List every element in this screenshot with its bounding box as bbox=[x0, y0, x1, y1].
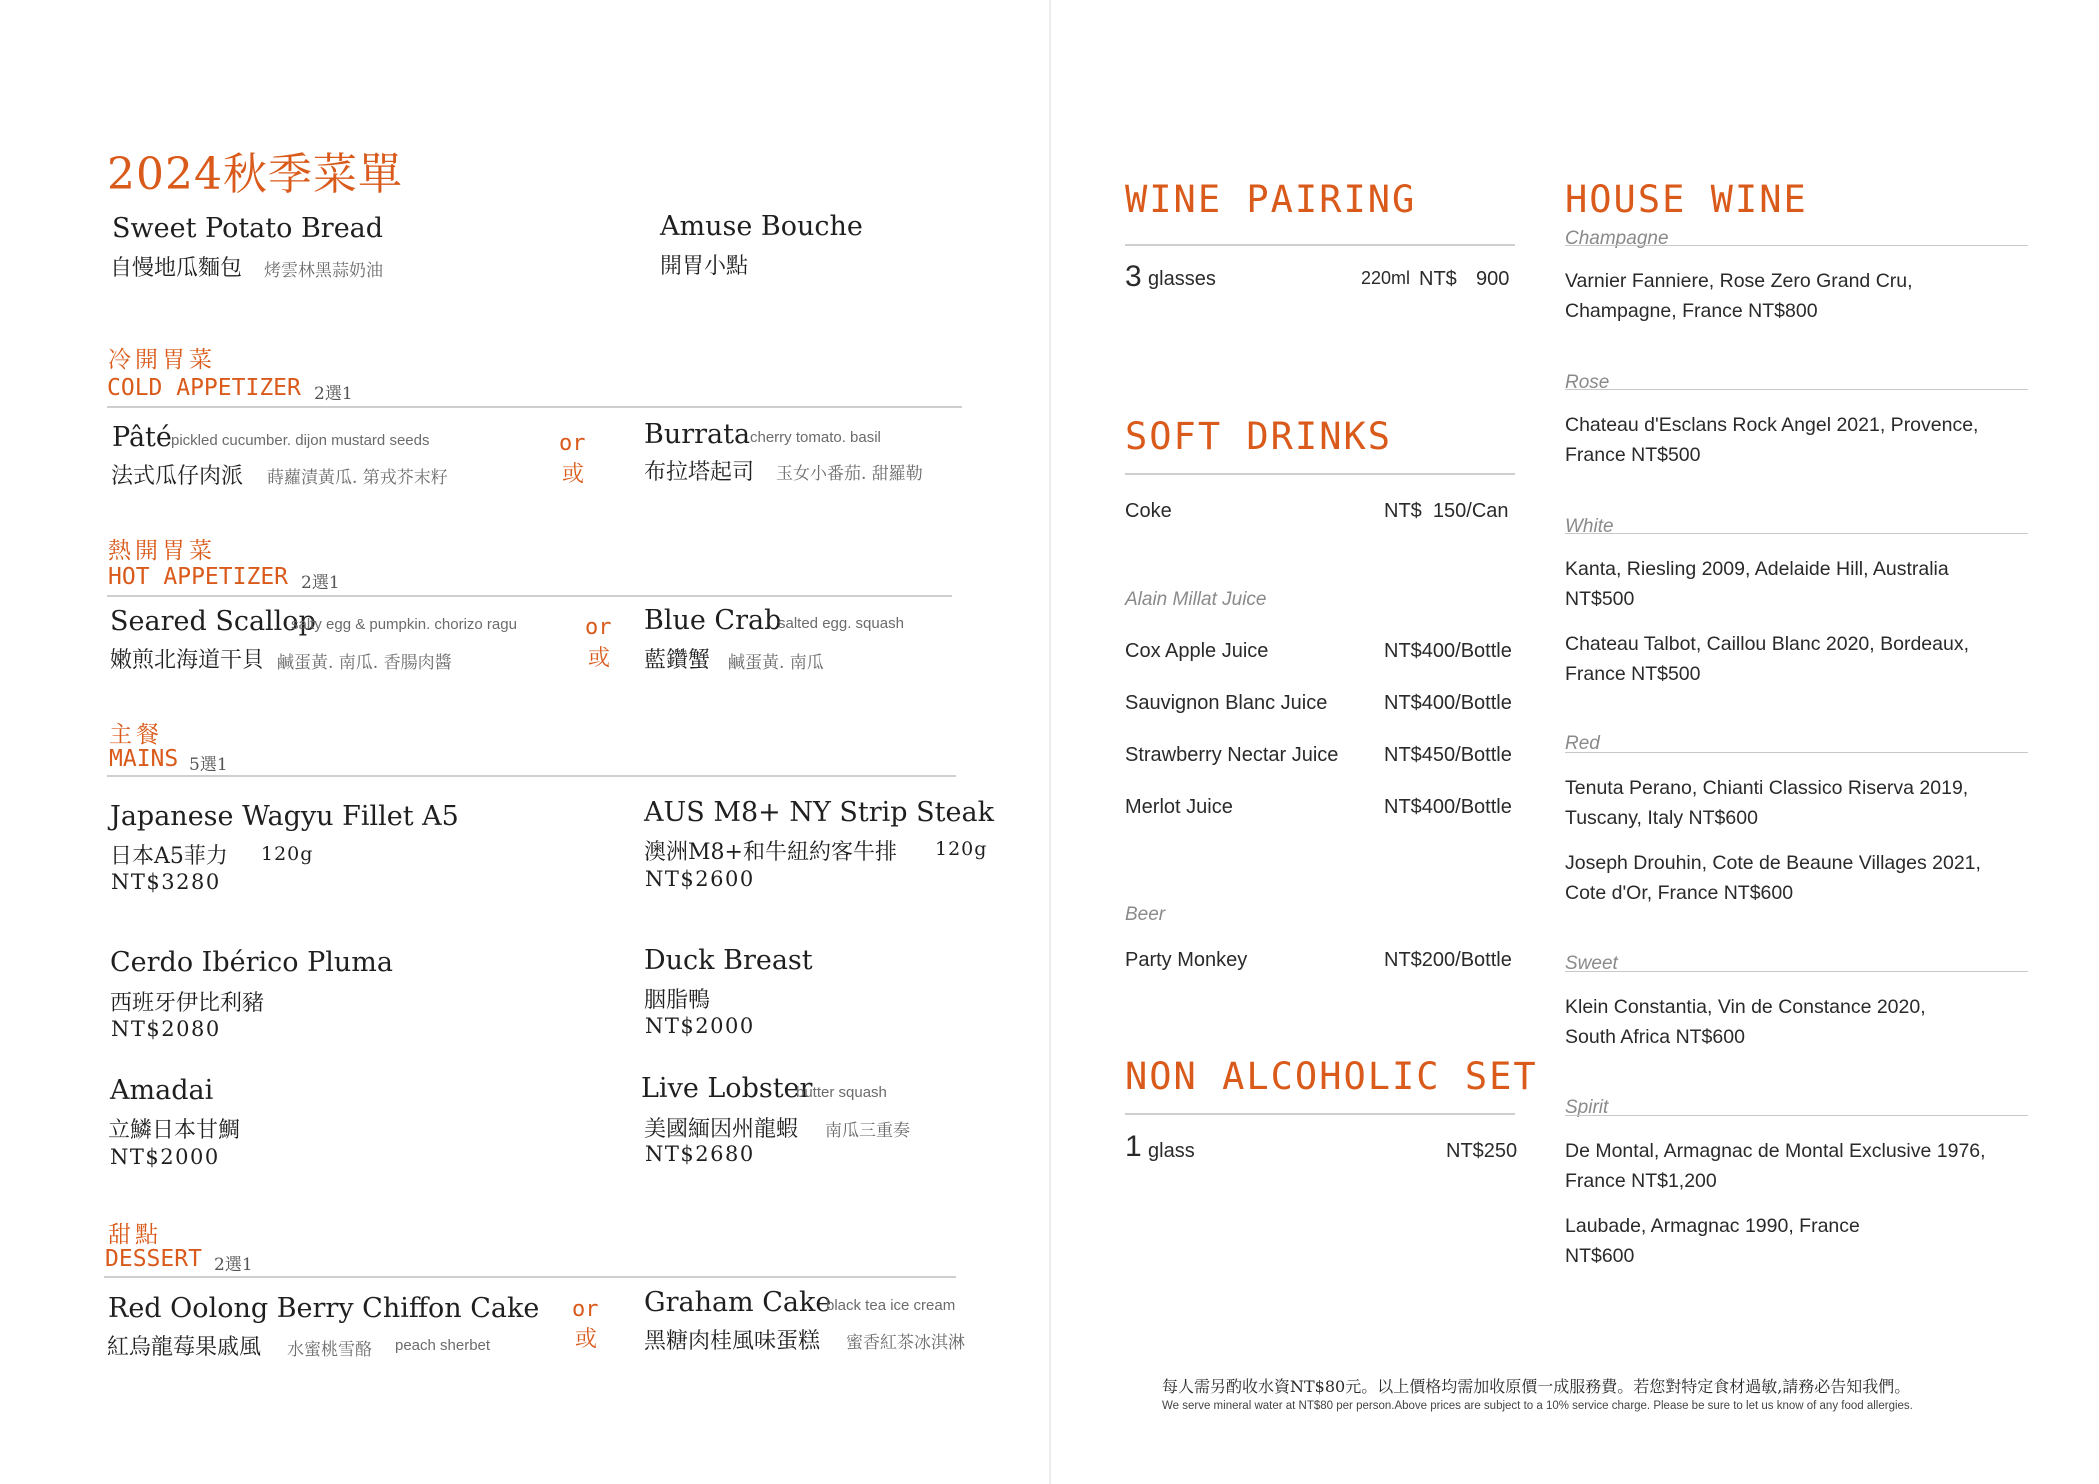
dessert-section-zh: 甜點 bbox=[108, 1222, 162, 1248]
dessert-or-en: or bbox=[572, 1297, 599, 1322]
spirit-wine-2-line-1: Laubade, Armagnac 1990, France bbox=[1565, 1215, 1860, 1237]
soft-drinks-divider bbox=[1125, 473, 1515, 475]
white-wine-1-line-1: Kanta, Riesling 2009, Adelaide Hill, Australia bbox=[1565, 558, 1949, 580]
non-alcoholic-count: 1 bbox=[1125, 1130, 1142, 1163]
rose-category: Rose bbox=[1565, 372, 1610, 393]
graham-name-zh: 黑糖肉桂風味蛋糕 bbox=[644, 1329, 821, 1354]
wine-pairing-heading: WINE PAIRING bbox=[1125, 178, 1417, 221]
duck-name-zh: 胭脂鴨 bbox=[644, 988, 711, 1013]
burrata-name-zh: 布拉塔起司 bbox=[644, 460, 755, 485]
juice-name-3: Strawberry Nectar Juice bbox=[1125, 744, 1339, 766]
chiffon-note-zh: 水蜜桃雪酪 bbox=[287, 1340, 372, 1360]
champagne-wine-line-1: Varnier Fanniere, Rose Zero Grand Cru, bbox=[1565, 270, 1913, 292]
white-wine-2-line-2: France NT$500 bbox=[1565, 663, 1701, 685]
spirit-category: Spirit bbox=[1565, 1097, 1609, 1118]
amuse-name-en: Amuse Bouche bbox=[660, 211, 863, 242]
chiffon-name-zh: 紅烏龍莓果戚風 bbox=[107, 1335, 262, 1360]
juice-price-4: NT$400/Bottle bbox=[1384, 796, 1512, 818]
spirit-wine-2-line-2: NT$600 bbox=[1565, 1245, 1635, 1267]
non-alcoholic-price: NT$250 bbox=[1446, 1140, 1518, 1162]
champagne-category: Champagne bbox=[1565, 228, 1669, 249]
juice-price-1: NT$400/Bottle bbox=[1384, 640, 1512, 662]
sweet-wine-line-1: Klein Constantia, Vin de Constance 2020, bbox=[1565, 996, 1926, 1018]
mains-divider bbox=[107, 775, 956, 777]
wagyu-name-zh: 日本A5菲力 bbox=[110, 844, 228, 869]
spirit-wine-1-line-1: De Montal, Armagnac de Montal Exclusive 1976, bbox=[1565, 1140, 1986, 1162]
strip-name-zh: 澳洲M8+和牛紐約客牛排 bbox=[644, 840, 897, 865]
chiffon-name-en: Red Oolong Berry Chiffon Cake bbox=[108, 1293, 540, 1324]
hot-section-count: 2選1 bbox=[301, 573, 340, 593]
juice-name-1: Cox Apple Juice bbox=[1125, 640, 1269, 662]
beer-price: NT$200/Bottle bbox=[1384, 949, 1512, 971]
lobster-price: NT$2680 bbox=[645, 1142, 755, 1166]
wine-pairing-divider bbox=[1125, 244, 1515, 246]
wine-pairing-price: 900 bbox=[1476, 268, 1510, 290]
red-wine-2-line-1: Joseph Drouhin, Cote de Beaune Villages 2021, bbox=[1565, 852, 1981, 874]
juice-name-4: Merlot Juice bbox=[1125, 796, 1233, 818]
juice-price-2: NT$400/Bottle bbox=[1384, 692, 1512, 714]
red-category: Red bbox=[1565, 733, 1600, 754]
cold-or-en: or bbox=[559, 431, 586, 456]
mains-section-count: 5選1 bbox=[189, 755, 228, 775]
rose-wine-line-1: Chateau d'Esclans Rock Angel 2021, Provence, bbox=[1565, 414, 1979, 436]
wine-pairing-count: 3 bbox=[1125, 260, 1142, 293]
iberico-name-zh: 西班牙伊比利豬 bbox=[110, 991, 265, 1016]
crab-name-zh: 藍鑽蟹 bbox=[644, 648, 711, 673]
red-wine-2-line-2: Cote d'Or, France NT$600 bbox=[1565, 882, 1794, 904]
white-wine-2-line-1: Chateau Talbot, Caillou Blanc 2020, Bordeaux, bbox=[1565, 633, 1969, 655]
house-wine-heading: HOUSE WINE bbox=[1565, 178, 1808, 221]
duck-price: NT$2000 bbox=[645, 1014, 755, 1038]
crab-note-en: salted egg. squash bbox=[778, 615, 904, 632]
wagyu-grams: 120g bbox=[261, 843, 314, 865]
beer-name: Party Monkey bbox=[1125, 949, 1248, 971]
coke-name: Coke bbox=[1125, 500, 1172, 522]
red-wine-1-line-2: Tuscany, Italy NT$600 bbox=[1565, 807, 1758, 829]
page-fold bbox=[1049, 0, 1051, 1484]
hot-section-zh: 熱開胃菜 bbox=[108, 538, 216, 564]
cold-divider bbox=[107, 406, 962, 408]
non-alcoholic-heading: NON ALCOHOLIC SET bbox=[1125, 1055, 1538, 1098]
crab-name-en: Blue Crab bbox=[644, 605, 782, 636]
red-wine-1-line-1: Tenuta Perano, Chianti Classico Riserva 2019, bbox=[1565, 777, 1969, 799]
cold-or-zh: 或 bbox=[562, 462, 585, 487]
wine-pairing-unit: glasses bbox=[1148, 268, 1216, 290]
burrata-note-zh: 玉女小番茄. 甜羅勒 bbox=[776, 464, 923, 484]
champagne-divider bbox=[1565, 245, 2028, 246]
strip-grams: 120g bbox=[935, 838, 988, 860]
juice-price-3: NT$450/Bottle bbox=[1384, 744, 1512, 766]
hot-or-zh: 或 bbox=[588, 646, 611, 671]
scallop-name-en: Seared Scallop bbox=[110, 606, 316, 637]
red-divider bbox=[1565, 752, 2028, 753]
rose-wine-line-2: France NT$500 bbox=[1565, 444, 1701, 466]
amuse-name-zh: 開胃小點 bbox=[660, 254, 749, 279]
bread-name-zh: 自慢地瓜麵包 bbox=[110, 256, 243, 281]
dessert-divider bbox=[104, 1276, 956, 1278]
dessert-section-en: DESSERT bbox=[105, 1246, 202, 1272]
pate-note-zh: 蒔蘿漬黃瓜. 第戎芥末籽 bbox=[267, 468, 448, 488]
scallop-name-zh: 嫩煎北海道干貝 bbox=[110, 648, 265, 673]
graham-note-zh: 蜜香紅茶冰淇淋 bbox=[846, 1333, 965, 1353]
graham-name-en: Graham Cake bbox=[644, 1287, 832, 1318]
crab-note-zh: 鹹蛋黃. 南瓜 bbox=[728, 653, 824, 673]
non-alcoholic-divider bbox=[1125, 1113, 1515, 1115]
lobster-name-en: Live Lobster bbox=[641, 1073, 813, 1104]
pate-name-en: Pâté bbox=[112, 422, 172, 453]
lobster-note-en: butter squash bbox=[796, 1084, 887, 1101]
scallop-note-zh: 鹹蛋黃. 南瓜. 香腸肉醬 bbox=[277, 653, 452, 673]
dessert-section-count: 2選1 bbox=[214, 1255, 253, 1275]
lobster-note-zh: 南瓜三重奏 bbox=[825, 1121, 910, 1141]
white-category: White bbox=[1565, 516, 1614, 537]
bread-note: 烤雲林黑蒜奶油 bbox=[264, 261, 383, 281]
mains-section-zh: 主餐 bbox=[109, 722, 163, 748]
graham-note-en: black tea ice cream bbox=[826, 1297, 956, 1314]
burrata-note-en: cherry tomato. basil bbox=[750, 429, 881, 446]
wagyu-name-en: Japanese Wagyu Fillet A5 bbox=[110, 801, 459, 832]
sweet-category: Sweet bbox=[1565, 953, 1618, 974]
coke-price: NT$ 150/Can bbox=[1384, 500, 1509, 522]
wagyu-price: NT$3280 bbox=[111, 870, 221, 894]
mains-section-en: MAINS bbox=[109, 746, 179, 772]
amadai-price: NT$2000 bbox=[110, 1145, 220, 1169]
duck-name-en: Duck Breast bbox=[644, 945, 813, 976]
footer-note-en: We serve mineral water at NT$80 per person.Above prices are subject to a 10% service charge. Please be sure to let us know of any food allergies. bbox=[1162, 1400, 1913, 1412]
dessert-or-zh: 或 bbox=[575, 1327, 598, 1352]
strip-name-en: AUS M8+ NY Strip Steak bbox=[644, 797, 994, 828]
amadai-name-zh: 立鱗日本甘鯛 bbox=[108, 1118, 241, 1143]
sweet-wine-line-2: South Africa NT$600 bbox=[1565, 1026, 1745, 1048]
spirit-wine-1-line-2: France NT$1,200 bbox=[1565, 1170, 1717, 1192]
pate-note-en: pickled cucumber. dijon mustard seeds bbox=[171, 432, 430, 449]
cold-section-en: COLD APPETIZER bbox=[107, 375, 301, 401]
pate-name-zh: 法式瓜仔肉派 bbox=[111, 464, 244, 489]
hot-or-en: or bbox=[585, 615, 612, 640]
lobster-name-zh: 美國緬因州龍蝦 bbox=[644, 1117, 799, 1142]
beer-category: Beer bbox=[1125, 904, 1166, 925]
rose-divider bbox=[1565, 389, 2028, 390]
strip-price: NT$2600 bbox=[645, 867, 755, 891]
juice-category: Alain Millat Juice bbox=[1125, 589, 1267, 610]
sweet-divider bbox=[1565, 971, 2028, 972]
chiffon-note-en: peach sherbet bbox=[395, 1337, 491, 1354]
menu-title: 2024秋季菜單 bbox=[107, 149, 403, 200]
bread-name-en: Sweet Potato Bread bbox=[112, 213, 384, 244]
iberico-name-en: Cerdo Ibérico Pluma bbox=[110, 947, 393, 978]
cold-section-count: 2選1 bbox=[314, 384, 353, 404]
white-wine-1-line-2: NT$500 bbox=[1565, 588, 1635, 610]
wine-pairing-currency: NT$ bbox=[1419, 268, 1457, 290]
hot-divider bbox=[107, 595, 952, 597]
footer-note-zh: 每人需另酌收水資NT$80元。以上價格均需加收原價一成服務費。若您對特定食材過敏,請務必告知我們。 bbox=[1162, 1377, 1911, 1396]
white-divider bbox=[1565, 533, 2028, 534]
iberico-price: NT$2080 bbox=[111, 1017, 221, 1041]
cold-section-zh: 冷開胃菜 bbox=[108, 347, 216, 373]
soft-drinks-heading: SOFT DRINKS bbox=[1125, 415, 1393, 458]
amadai-name-en: Amadai bbox=[110, 1075, 214, 1106]
spirit-divider bbox=[1565, 1115, 2028, 1116]
champagne-wine-line-2: Champagne, France NT$800 bbox=[1565, 300, 1818, 322]
scallop-note-en: salty egg & pumpkin. chorizo ragu bbox=[291, 616, 517, 633]
non-alcoholic-unit: glass bbox=[1148, 1140, 1195, 1162]
burrata-name-en: Burrata bbox=[644, 419, 751, 450]
hot-section-en: HOT APPETIZER bbox=[108, 564, 289, 590]
wine-pairing-ml: 220ml bbox=[1361, 268, 1411, 288]
juice-name-2: Sauvignon Blanc Juice bbox=[1125, 692, 1328, 714]
